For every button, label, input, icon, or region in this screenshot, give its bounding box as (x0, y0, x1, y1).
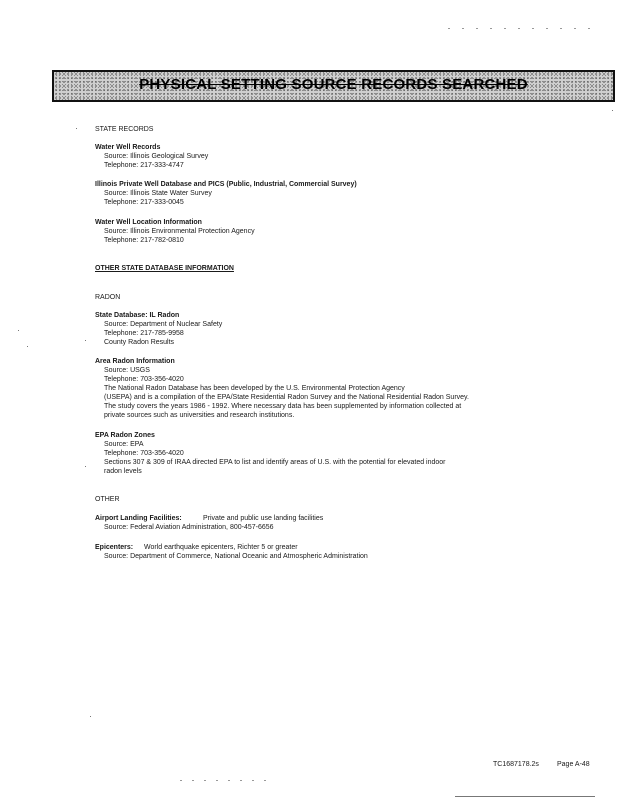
area-radon-desc-2: (USEPA) and is a compilation of the EPA/State Residential Radon Survey and the National Residential Radon Survey. (104, 394, 469, 401)
epicenters-label: Epicenters: (95, 544, 134, 551)
epa-zones-desc-2: radon levels (104, 468, 142, 475)
epa-zones-desc-1: Sections 307 & 309 of IRAA directed EPA to list and identify areas of U.S. with the potential for elevated indoor (104, 459, 446, 466)
water-well-location-title: Water Well Location Information (95, 219, 202, 226)
scan-artifact-bottom-left (180, 780, 270, 781)
footer-page-number: Page A-48 (557, 761, 590, 768)
scan-speck (612, 110, 613, 111)
area-radon-source: Source: USGS (104, 367, 150, 374)
state-records-heading: STATE RECORDS (95, 126, 154, 133)
state-db-title: State Database: IL Radon (95, 312, 180, 319)
scan-speck (85, 466, 86, 467)
section-banner (52, 70, 615, 102)
scan-speck (76, 128, 77, 129)
scan-speck (18, 330, 19, 331)
footer-doc-id: TC1687178.2s (493, 761, 539, 768)
area-radon-telephone: Telephone: 703-356-4020 (104, 376, 184, 383)
epicenters-desc: World earthquake epicenters, Richter 5 or greater (144, 544, 298, 551)
water-well-source: Source: Illinois Geological Survey (104, 153, 209, 160)
scan-speck (90, 716, 91, 717)
water-well-location-telephone: Telephone: 217-782-0810 (104, 237, 184, 244)
area-radon-desc-1: The National Radon Database has been developed by the U.S. Environmental Protection Agency (104, 385, 405, 392)
area-radon-desc-4: private sources such as universities and research institutions. (104, 412, 295, 419)
scan-artifact-top (448, 28, 598, 29)
scan-artifact-bottom-right (455, 796, 595, 797)
other-state-db-heading: OTHER STATE DATABASE INFORMATION (95, 265, 234, 272)
airport-desc: Private and public use landing facilities (203, 515, 324, 522)
state-db-telephone: Telephone: 217-785-9958 (104, 330, 184, 337)
airport-label: Airport Landing Facilities: (95, 515, 182, 522)
water-well-title: Water Well Records (95, 144, 161, 151)
state-db-note: County Radon Results (104, 339, 175, 346)
other-heading: OTHER (95, 496, 120, 503)
epa-zones-title: EPA Radon Zones (95, 432, 155, 439)
radon-heading: RADON (95, 294, 121, 301)
state-db-source: Source: Department of Nuclear Safety (104, 321, 223, 328)
water-well-location-source: Source: Illinois Environmental Protection Agency (104, 228, 255, 235)
private-well-telephone: Telephone: 217-333-0045 (104, 199, 184, 206)
epa-zones-source: Source: EPA (104, 441, 144, 448)
area-radon-title: Area Radon Information (95, 358, 175, 365)
private-well-title: Illinois Private Well Database and PICS (Public, Industrial, Commercial Survey) (95, 181, 357, 188)
epicenters-source: Source: Department of Commerce, National Oceanic and Atmospheric Administration (104, 553, 368, 560)
banner-title: PHYSICAL SETTING SOURCE RECORDS SEARCHED (139, 76, 528, 93)
scan-speck (27, 346, 28, 347)
water-well-telephone: Telephone: 217-333-4747 (104, 162, 184, 169)
epa-zones-telephone: Telephone: 703-356-4020 (104, 450, 184, 457)
airport-source: Source: Federal Aviation Administration, 800-457-6656 (104, 524, 274, 531)
area-radon-desc-3: The study covers the years 1986 - 1992. Where necessary data has been supplemented by information collected at (104, 403, 462, 410)
scan-speck (85, 340, 86, 341)
private-well-source: Source: Illinois State Water Survey (104, 190, 212, 197)
